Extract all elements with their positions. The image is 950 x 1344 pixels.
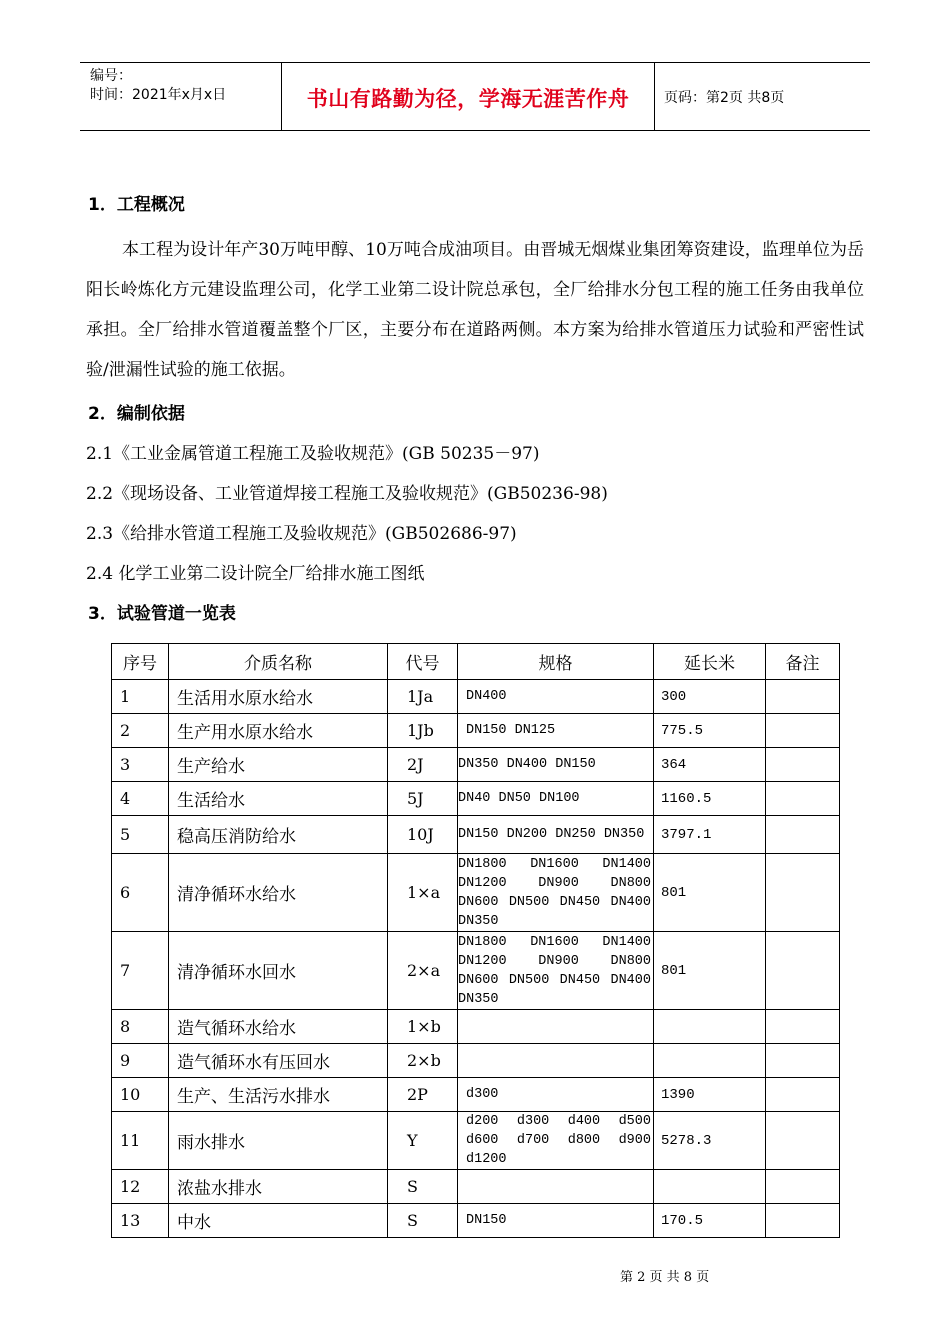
cell-no: 10: [112, 1078, 169, 1112]
time-label: 时间：2021年x月x日: [90, 87, 227, 103]
table-row: [112, 854, 840, 932]
cell-medium: 生产给水: [169, 748, 388, 782]
cell-length: 801: [654, 932, 766, 1010]
section-3-title: 3．试验管道一览表: [88, 604, 236, 624]
table-row: [112, 1170, 840, 1204]
cell-no: 11: [112, 1112, 169, 1170]
cell-medium: 生活用水原水给水: [169, 680, 388, 714]
cell-medium: 生产、生活污水排水: [169, 1078, 388, 1112]
page-footer: 第 2 页 共 8 页: [620, 1270, 710, 1285]
header-meta: [90, 67, 226, 105]
cell-code: 2×b: [388, 1044, 458, 1078]
cell-length: [654, 1010, 766, 1044]
cell-note: [766, 1044, 840, 1078]
cell-medium: 清净循环水给水: [169, 854, 388, 932]
serial-label: 编号：: [90, 68, 132, 84]
cell-code: 5J: [388, 782, 458, 816]
cell-length: 170.5: [654, 1204, 766, 1238]
cell-length: 1160.5: [654, 782, 766, 816]
cell-note: [766, 854, 840, 932]
reference-item: 2.3《给排水管道工程施工及验收规范》(GB502686-97): [86, 524, 517, 544]
cell-spec: d300: [458, 1078, 654, 1112]
cell-code: 1×a: [388, 854, 458, 932]
cell-code: 1Jb: [388, 714, 458, 748]
cell-code: 2×a: [388, 932, 458, 1010]
cell-note: [766, 714, 840, 748]
cell-medium: 浓盐水排水: [169, 1170, 388, 1204]
cell-spec: DN150 DN200 DN250 DN350: [458, 816, 654, 854]
cell-note: [766, 1112, 840, 1170]
cell-no: 4: [112, 782, 169, 816]
cell-note: [766, 748, 840, 782]
cell-length: 801: [654, 854, 766, 932]
table-row: [112, 748, 840, 782]
header-divider: [654, 63, 655, 130]
reference-item: 2.2《现场设备、工业管道焊接工程施工及验收规范》(GB50236-98): [86, 484, 608, 504]
cell-code: Y: [388, 1112, 458, 1170]
cell-medium: 清净循环水回水: [169, 932, 388, 1010]
table-row: [112, 816, 840, 854]
header-page-label: 页码：第2页 共8页: [664, 90, 785, 106]
cell-spec: DN1800 DN1600 DN1400 DN1200 DN900 DN800 DN600 DN500 DN450 DN400 DN350: [458, 854, 654, 932]
header-motto: 书山有路勤为径，学海无涯苦作舟: [306, 87, 630, 111]
cell-note: [766, 932, 840, 1010]
cell-medium: 稳高压消防给水: [169, 816, 388, 854]
cell-code: 1×b: [388, 1010, 458, 1044]
cell-no: 8: [112, 1010, 169, 1044]
table-row: [112, 1044, 840, 1078]
cell-note: [766, 1010, 840, 1044]
cell-no: 6: [112, 854, 169, 932]
cell-no: 5: [112, 816, 169, 854]
cell-length: 5278.3: [654, 1112, 766, 1170]
cell-spec: [458, 1010, 654, 1044]
cell-no: 3: [112, 748, 169, 782]
cell-code: 10J: [388, 816, 458, 854]
reference-item: 2.1《工业金属管道工程施工及验收规范》(GB 50235－97): [86, 444, 540, 464]
cell-note: [766, 1204, 840, 1238]
cell-note: [766, 816, 840, 854]
cell-spec: DN1800 DN1600 DN1400 DN1200 DN900 DN800 DN600 DN500 DN450 DN400 DN350: [458, 932, 654, 1010]
cell-length: 364: [654, 748, 766, 782]
cell-no: 9: [112, 1044, 169, 1078]
cell-length: 300: [654, 680, 766, 714]
cell-code: S: [388, 1170, 458, 1204]
cell-spec: DN400: [458, 680, 654, 714]
table-row: [112, 932, 840, 1010]
cell-medium: 生产用水原水给水: [169, 714, 388, 748]
table-row: [112, 1010, 840, 1044]
cell-no: 13: [112, 1204, 169, 1238]
section-2-title: 2．编制依据: [88, 404, 185, 424]
cell-code: S: [388, 1204, 458, 1238]
table-row: [112, 782, 840, 816]
cell-length: [654, 1170, 766, 1204]
page-header: [80, 62, 870, 131]
cell-spec: DN350 DN400 DN150: [458, 748, 654, 782]
cell-note: [766, 782, 840, 816]
pipeline-table: [111, 643, 840, 1238]
cell-medium: 中水: [169, 1204, 388, 1238]
cell-medium: 造气循环水给水: [169, 1010, 388, 1044]
col-header-code: 代号: [388, 644, 458, 680]
col-header-no: 序号: [112, 644, 169, 680]
cell-no: 2: [112, 714, 169, 748]
col-header-length: 延长米: [654, 644, 766, 680]
cell-length: [654, 1044, 766, 1078]
table-row: [112, 1112, 840, 1170]
table-header-row: [112, 644, 840, 680]
cell-note: [766, 1170, 840, 1204]
cell-code: 2J: [388, 748, 458, 782]
table-row: [112, 1204, 840, 1238]
col-header-spec: 规格: [458, 644, 654, 680]
cell-spec: DN40 DN50 DN100: [458, 782, 654, 816]
section-1-body: 本工程为设计年产30万吨甲醇、10万吨合成油项目。由晋城无烟煤业集团筹资建设，监理单位为岳阳长岭炼化方元建设监理公司，化学工业第二设计院总承包，全厂给排水分包工程的施工任务由我单位承担。全厂给排水管道覆盖整个厂区，主要分布在道路两侧。本方案为给排水管道压力试验和严密性试验/泄漏性试验的施工依据。: [86, 240, 864, 380]
cell-medium: 生活给水: [169, 782, 388, 816]
cell-note: [766, 1078, 840, 1112]
cell-no: 1: [112, 680, 169, 714]
reference-item: 2.4 化学工业第二设计院全厂给排水施工图纸: [86, 564, 425, 584]
cell-spec: d200 d300 d400 d500 d600 d700 d800 d900 d1200: [458, 1112, 654, 1170]
table-row: [112, 1078, 840, 1112]
cell-no: 12: [112, 1170, 169, 1204]
cell-length: 3797.1: [654, 816, 766, 854]
cell-spec: [458, 1044, 654, 1078]
cell-spec: DN150: [458, 1204, 654, 1238]
cell-code: 1Ja: [388, 680, 458, 714]
table-row: [112, 714, 840, 748]
section-1-title: 1．工程概况: [88, 195, 185, 215]
cell-length: 1390: [654, 1078, 766, 1112]
col-header-medium: 介质名称: [169, 644, 388, 680]
cell-spec: DN150 DN125: [458, 714, 654, 748]
col-header-note: 备注: [766, 644, 840, 680]
cell-no: 7: [112, 932, 169, 1010]
cell-medium: 造气循环水有压回水: [169, 1044, 388, 1078]
cell-code: 2P: [388, 1078, 458, 1112]
table-row: [112, 680, 840, 714]
cell-note: [766, 680, 840, 714]
cell-length: 775.5: [654, 714, 766, 748]
cell-spec: [458, 1170, 654, 1204]
cell-medium: 雨水排水: [169, 1112, 388, 1170]
